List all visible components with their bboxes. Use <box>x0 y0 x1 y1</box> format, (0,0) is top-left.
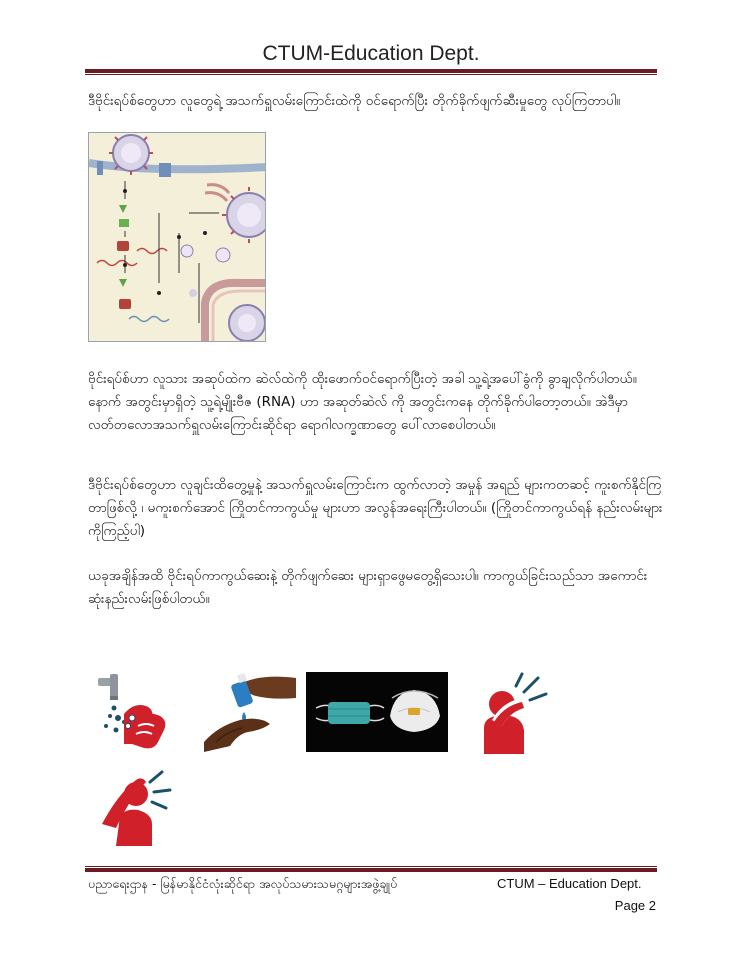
header-rule-thick <box>85 69 657 73</box>
page-number: Page 2 <box>614 898 656 913</box>
sneeze-into-elbow-icon <box>96 762 176 846</box>
paragraph-prevention: ယခုအချိန်အထိ ဗိုင်းရပ်ကာကွယ်ဆေးနဲ့ တိုက်ဖျက်ဆေး များရှာဖွေမတွေ့ရှိသေးပါ။ ကာကွယ်ခြင်းသည်သာ အကောင်းဆုံးနည်းလမ်းဖြစ်ပါတယ်။ <box>88 568 648 607</box>
paragraph-infection: ဗိုင်းရပ်စ်ဟာ လူသား အဆုပ်ထဲက ဆဲလ်ထဲကို ထိုးဖောက်ဝင်ရောက်ပြီးတဲ့ အခါ သူ့ရဲ့အပေါ်ခွံကို ခွာချလိုက်ပါတယ်။ နောက် အတွင်းမှာရှိတဲ့ သူ့ရဲ့မျိုးဗီဇ (RNA) ဟာ အဆုတ်ဆဲလ် ကို အတွင်းကနေ တိုက်ခိုက်ပါတော့တယ်။ အဲဒီမှာ လတ်တလောအသက်ရှူလမ်းကြောင်းဆိုင်ရာ ရောဂါလက္ခဏာတွေ ပေါ်လာစေပါတယ်။ <box>88 371 637 433</box>
hand-washing-icon <box>96 670 176 754</box>
footer-department-name: ပညာရေးဌာန - မြန်မာနိုင်ငံလုံးဆိုင်ရာ အလုပ်သမားသမဂ္ဂများအဖွဲ့ချုပ် <box>88 876 398 891</box>
paragraph-intro: ဒီဗိုင်းရပ်စ်တွေဟာ လူတွေရဲ့ အသက်ရှူလမ်းကြောင်းထဲကို ဝင်ရောက်ပြီး တိုက်ခိုက်ဖျက်ဆီးမှုတွေ လုပ်ကြတာပါ။ <box>88 93 621 109</box>
cough-into-elbow-icon <box>472 670 550 754</box>
footer-rule-thick <box>85 868 657 872</box>
footer-org-name: CTUM – Education Dept. <box>497 876 642 891</box>
paragraph-transmission: ဒီဗိုင်းရပ်စ်တွေဟာ လူချင်းထိတွေ့မှုနဲ့ အသက်ရှူလမ်းကြောင်းက ထွက်လာတဲ့ အမှုန် အရည် များကတဆင့် ကူးစက်နိုင်ကြတာဖြစ်လို့ ၊ မကူးစက်အောင် ကြိုတင်ကာကွယ်မှု များဟာ အလွန်အရေးကြီးပါတယ်။ (ကြိုတင်ကာကွယ်ရန် နည်းလမ်းများ ကိုကြည့်ပါ) <box>88 477 663 539</box>
face-masks-photo <box>306 672 448 752</box>
hand-sanitizer-icon <box>204 672 296 752</box>
footer-rule-thin <box>85 866 657 867</box>
page-header-title: CTUM-Education Dept. <box>262 42 480 65</box>
coronavirus-cell-infection-diagram <box>88 132 266 342</box>
header-rule-thin <box>85 74 657 75</box>
